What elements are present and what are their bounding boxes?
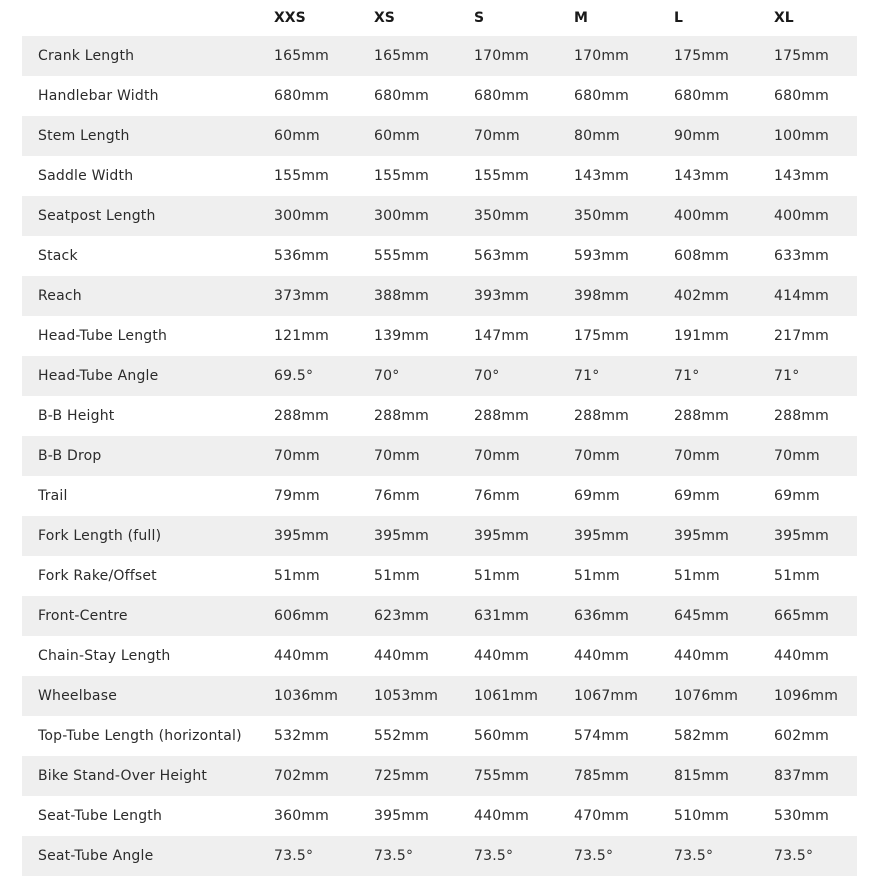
- value-cell: 288mm: [574, 396, 674, 436]
- row-label: B-B Height: [22, 396, 274, 436]
- value-cell: 51mm: [374, 556, 474, 596]
- table-header: [22, 0, 857, 36]
- value-cell: 373mm: [274, 276, 374, 316]
- value-cell: 1076mm: [674, 676, 774, 716]
- value-cell: 555mm: [374, 236, 474, 276]
- value-cell: 300mm: [274, 196, 374, 236]
- value-cell: 440mm: [374, 636, 474, 676]
- table-row: [22, 76, 857, 116]
- table-row: [22, 356, 857, 396]
- row-label: Fork Length (full): [22, 516, 274, 556]
- value-cell: 121mm: [274, 316, 374, 356]
- value-cell: 143mm: [674, 156, 774, 196]
- value-cell: 402mm: [674, 276, 774, 316]
- value-cell: 606mm: [274, 596, 374, 636]
- value-cell: 815mm: [674, 756, 774, 796]
- table-row: [22, 556, 857, 596]
- value-cell: 470mm: [574, 796, 674, 836]
- size-header-s: S: [474, 10, 485, 26]
- value-cell: 350mm: [574, 196, 674, 236]
- value-cell: 69.5°: [274, 356, 374, 396]
- value-cell: 837mm: [774, 756, 857, 796]
- header-row: [22, 0, 857, 36]
- value-cell: 71°: [674, 356, 774, 396]
- value-cell: 139mm: [374, 316, 474, 356]
- row-label: Seat-Tube Length: [22, 796, 274, 836]
- table-row: [22, 516, 857, 556]
- value-cell: 582mm: [674, 716, 774, 756]
- value-cell: 440mm: [674, 636, 774, 676]
- value-cell: 170mm: [574, 36, 674, 76]
- value-cell: 645mm: [674, 596, 774, 636]
- value-cell: 300mm: [374, 196, 474, 236]
- value-cell: 440mm: [774, 636, 857, 676]
- row-label: Stack: [22, 236, 274, 276]
- value-cell: 395mm: [774, 516, 857, 556]
- value-cell: 60mm: [274, 116, 374, 156]
- value-cell: 155mm: [474, 156, 574, 196]
- value-cell: 702mm: [274, 756, 374, 796]
- value-cell: 400mm: [674, 196, 774, 236]
- value-cell: 560mm: [474, 716, 574, 756]
- value-cell: 90mm: [674, 116, 774, 156]
- row-label: B-B Drop: [22, 436, 274, 476]
- value-cell: 395mm: [674, 516, 774, 556]
- value-cell: 1053mm: [374, 676, 474, 716]
- value-cell: 143mm: [774, 156, 857, 196]
- value-cell: 191mm: [674, 316, 774, 356]
- value-cell: 288mm: [374, 396, 474, 436]
- row-label: Seat-Tube Angle: [22, 836, 274, 876]
- table-row: [22, 716, 857, 756]
- table-row: [22, 836, 857, 876]
- value-cell: 530mm: [774, 796, 857, 836]
- row-label: Top-Tube Length (horizontal): [22, 716, 274, 756]
- value-cell: 175mm: [774, 36, 857, 76]
- table-row: [22, 756, 857, 796]
- value-cell: 155mm: [374, 156, 474, 196]
- size-header-xs: XS: [374, 10, 395, 26]
- value-cell: 633mm: [774, 236, 857, 276]
- table-row: [22, 156, 857, 196]
- value-cell: 70°: [474, 356, 574, 396]
- row-label: Bike Stand-Over Height: [22, 756, 274, 796]
- value-cell: 593mm: [574, 236, 674, 276]
- value-cell: 288mm: [274, 396, 374, 436]
- value-cell: 680mm: [374, 76, 474, 116]
- table-row: [22, 676, 857, 716]
- value-cell: 60mm: [374, 116, 474, 156]
- size-header-m: M: [574, 10, 588, 26]
- value-cell: 80mm: [574, 116, 674, 156]
- size-header-l: L: [674, 10, 683, 26]
- value-cell: 680mm: [774, 76, 857, 116]
- row-label: Fork Rake/Offset: [22, 556, 274, 596]
- value-cell: 73.5°: [574, 836, 674, 876]
- value-cell: 147mm: [474, 316, 574, 356]
- value-cell: 73.5°: [774, 836, 857, 876]
- value-cell: 73.5°: [474, 836, 574, 876]
- value-cell: 510mm: [674, 796, 774, 836]
- value-cell: 51mm: [274, 556, 374, 596]
- value-cell: 665mm: [774, 596, 857, 636]
- value-cell: 1096mm: [774, 676, 857, 716]
- value-cell: 70mm: [674, 436, 774, 476]
- value-cell: 73.5°: [674, 836, 774, 876]
- value-cell: 631mm: [474, 596, 574, 636]
- value-cell: 552mm: [374, 716, 474, 756]
- table-row: [22, 396, 857, 436]
- value-cell: 143mm: [574, 156, 674, 196]
- value-cell: 165mm: [274, 36, 374, 76]
- value-cell: 725mm: [374, 756, 474, 796]
- value-cell: 388mm: [374, 276, 474, 316]
- value-cell: 155mm: [274, 156, 374, 196]
- value-cell: 100mm: [774, 116, 857, 156]
- value-cell: 393mm: [474, 276, 574, 316]
- value-cell: 70mm: [274, 436, 374, 476]
- value-cell: 1036mm: [274, 676, 374, 716]
- value-cell: 440mm: [274, 636, 374, 676]
- value-cell: 680mm: [274, 76, 374, 116]
- row-label: Front-Centre: [22, 596, 274, 636]
- value-cell: 288mm: [474, 396, 574, 436]
- value-cell: 70mm: [574, 436, 674, 476]
- value-cell: 288mm: [674, 396, 774, 436]
- row-label: Head-Tube Length: [22, 316, 274, 356]
- table-row: [22, 316, 857, 356]
- value-cell: 623mm: [374, 596, 474, 636]
- value-cell: 70°: [374, 356, 474, 396]
- table-body: [22, 36, 857, 876]
- table-row: [22, 596, 857, 636]
- row-label: Wheelbase: [22, 676, 274, 716]
- table-row: [22, 196, 857, 236]
- value-cell: 70mm: [774, 436, 857, 476]
- value-cell: 175mm: [674, 36, 774, 76]
- value-cell: 79mm: [274, 476, 374, 516]
- table-row: [22, 36, 857, 76]
- row-label: Saddle Width: [22, 156, 274, 196]
- table-row: [22, 236, 857, 276]
- value-cell: 398mm: [574, 276, 674, 316]
- value-cell: 70mm: [474, 116, 574, 156]
- size-header-xl: XL: [774, 10, 794, 26]
- value-cell: 70mm: [374, 436, 474, 476]
- row-label: Trail: [22, 476, 274, 516]
- value-cell: 350mm: [474, 196, 574, 236]
- row-label: Reach: [22, 276, 274, 316]
- value-cell: 414mm: [774, 276, 857, 316]
- row-label: Handlebar Width: [22, 76, 274, 116]
- value-cell: 440mm: [574, 636, 674, 676]
- value-cell: 51mm: [574, 556, 674, 596]
- row-label: Chain-Stay Length: [22, 636, 274, 676]
- value-cell: 76mm: [474, 476, 574, 516]
- value-cell: 395mm: [274, 516, 374, 556]
- value-cell: 70mm: [474, 436, 574, 476]
- value-cell: 73.5°: [274, 836, 374, 876]
- table-row: [22, 436, 857, 476]
- value-cell: 574mm: [574, 716, 674, 756]
- row-label: Crank Length: [22, 36, 274, 76]
- value-cell: 76mm: [374, 476, 474, 516]
- table-row: [22, 116, 857, 156]
- value-cell: 71°: [574, 356, 674, 396]
- value-cell: 536mm: [274, 236, 374, 276]
- value-cell: 51mm: [774, 556, 857, 596]
- value-cell: 636mm: [574, 596, 674, 636]
- value-cell: 170mm: [474, 36, 574, 76]
- value-cell: 395mm: [574, 516, 674, 556]
- value-cell: 680mm: [474, 76, 574, 116]
- value-cell: 1061mm: [474, 676, 574, 716]
- value-cell: 680mm: [674, 76, 774, 116]
- value-cell: 51mm: [674, 556, 774, 596]
- value-cell: 400mm: [774, 196, 857, 236]
- value-cell: 1067mm: [574, 676, 674, 716]
- header-label-spacer: [22, 0, 274, 36]
- value-cell: 360mm: [274, 796, 374, 836]
- table-row: [22, 276, 857, 316]
- value-cell: 440mm: [474, 796, 574, 836]
- value-cell: 563mm: [474, 236, 574, 276]
- value-cell: 395mm: [374, 516, 474, 556]
- row-label: Seatpost Length: [22, 196, 274, 236]
- value-cell: 785mm: [574, 756, 674, 796]
- value-cell: 175mm: [574, 316, 674, 356]
- value-cell: 532mm: [274, 716, 374, 756]
- value-cell: 165mm: [374, 36, 474, 76]
- value-cell: 73.5°: [374, 836, 474, 876]
- value-cell: 69mm: [674, 476, 774, 516]
- value-cell: 69mm: [574, 476, 674, 516]
- value-cell: 69mm: [774, 476, 857, 516]
- value-cell: 680mm: [574, 76, 674, 116]
- value-cell: 602mm: [774, 716, 857, 756]
- value-cell: 71°: [774, 356, 857, 396]
- value-cell: 217mm: [774, 316, 857, 356]
- value-cell: 395mm: [374, 796, 474, 836]
- table-row: [22, 476, 857, 516]
- value-cell: 51mm: [474, 556, 574, 596]
- value-cell: 395mm: [474, 516, 574, 556]
- geometry-table: [22, 0, 857, 876]
- table-row: [22, 636, 857, 676]
- value-cell: 755mm: [474, 756, 574, 796]
- value-cell: 608mm: [674, 236, 774, 276]
- row-label: Head-Tube Angle: [22, 356, 274, 396]
- table-row: [22, 796, 857, 836]
- row-label: Stem Length: [22, 116, 274, 156]
- value-cell: 440mm: [474, 636, 574, 676]
- size-header-xxs: XXS: [274, 10, 306, 26]
- value-cell: 288mm: [774, 396, 857, 436]
